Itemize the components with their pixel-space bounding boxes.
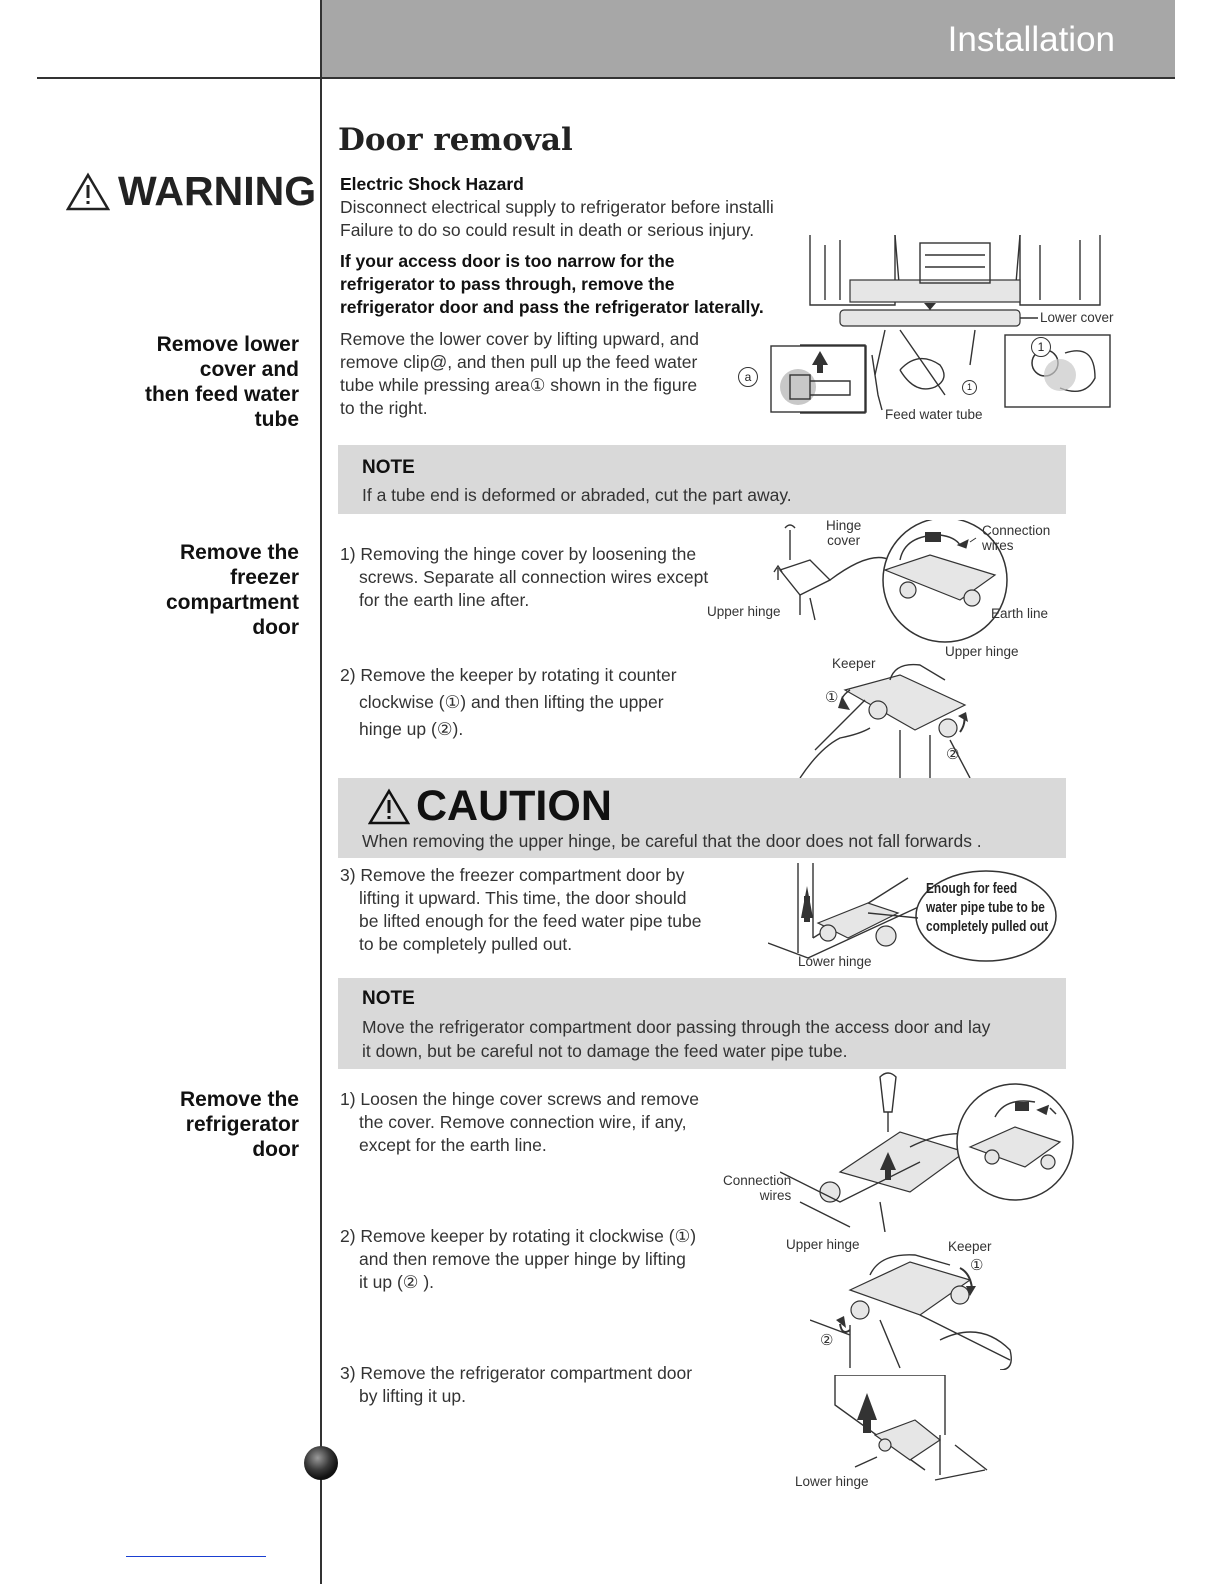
text-line: hinge up (②). [359, 719, 464, 739]
label-upper-hinge-2: Upper hinge [945, 644, 1019, 659]
text-line: the cover. Remove connection wire, if any, [359, 1112, 687, 1132]
text-line: screws. Separate all connection wires except [359, 567, 709, 587]
label-line: wires [759, 1188, 792, 1203]
label-area-1-small: 1 [962, 380, 977, 395]
text-line: 2) Remove keeper by rotating it clockwise (①) [340, 1226, 697, 1246]
label-earth-line: Earth line [991, 606, 1049, 621]
access-line-3: refrigerator door and pass the refrigerator laterally. [340, 297, 764, 317]
label-connection-wires [982, 523, 1050, 553]
hazard-title: Electric Shock Hazard [340, 174, 524, 194]
label-line: Hinge [826, 518, 862, 533]
side-heading-freezer-door [166, 540, 299, 640]
freezer-step-1 [340, 543, 708, 612]
label-num-2b: ② [820, 1332, 834, 1349]
label-keeper-2: Keeper [948, 1239, 992, 1254]
fridge-lower-hinge-illustration [815, 1375, 990, 1490]
text-line: for the earth line after. [359, 590, 530, 610]
text-line: to be completely pulled out. [359, 934, 573, 954]
label-line: cover [827, 533, 861, 548]
text-line: it down, but be careful not to damage the feed water pipe tube. [362, 1041, 848, 1061]
side-heading-line: Remove the [179, 1088, 299, 1111]
text-line: 3) Remove the refrigerator compartment door [340, 1363, 693, 1383]
fridge-step-2 [340, 1225, 696, 1294]
label-hinge-cover [826, 518, 861, 548]
label-upper-hinge-1: Upper hinge [707, 604, 781, 619]
side-heading-line: then feed water [144, 383, 299, 406]
freezer-step-2 [340, 662, 677, 743]
header-title: Installation [947, 20, 1115, 59]
caution-box [338, 778, 1066, 858]
text-line: tube while pressing area① shown in the figure [340, 375, 698, 395]
hazard-line-1: Disconnect electrical supply to refrigerator before installi [340, 197, 774, 217]
side-heading-line: cover and [199, 358, 299, 381]
fridge-step-3 [340, 1362, 692, 1408]
lower-cover-text [340, 328, 699, 420]
fridge-hinge-cover-illustration [780, 1072, 1075, 1232]
note-text [362, 1015, 990, 1063]
caution-triangle-icon [368, 788, 410, 826]
label-clip-a: a [738, 367, 758, 387]
caution-text: When removing the upper hinge, be careful that the door does not fall forwards . [362, 831, 982, 851]
text-line: 1) Loosen the hinge cover screws and remove [340, 1089, 699, 1109]
footer-link-underline[interactable] [126, 1556, 266, 1557]
note-title: NOTE [362, 457, 415, 478]
caution-title: CAUTION [416, 782, 612, 830]
side-heading-line: compartment [165, 591, 299, 614]
header-divider [37, 77, 1175, 79]
side-heading-lower-cover [145, 332, 299, 432]
label-line: Connection [982, 523, 1051, 538]
text-line: 2) Remove the keeper by rotating it counter [340, 665, 677, 685]
side-heading-line: refrigerator [185, 1113, 299, 1136]
text-line: be lifted enough for the feed water pipe tube [359, 911, 702, 931]
header-bar [322, 0, 1175, 78]
text-line: Remove the lower cover by lifting upward, and [340, 329, 699, 349]
enough-bubble-text [926, 880, 1048, 937]
text-line: Move the refrigerator compartment door passing through the access door and lay [362, 1017, 991, 1037]
text-line: to the right. [340, 398, 428, 418]
text-line: clockwise (①) and then lifting the upper [359, 692, 664, 712]
side-heading-line: tube [254, 408, 299, 431]
text-line: remove clip@, and then pull up the feed water [340, 352, 698, 372]
side-heading-line: door [252, 1138, 299, 1161]
text-line: lifting it upward. This time, the door should [359, 888, 687, 908]
bubble-line: completely pulled out [926, 919, 1049, 935]
label-upper-hinge-3: Upper hinge [786, 1237, 860, 1252]
label-num-2a: ② [946, 746, 960, 763]
hazard-line-2: Failure to do so could result in death or serious injury. [340, 220, 755, 240]
side-heading-line: Remove the [179, 541, 299, 564]
text-line: and then remove the upper hinge by lifting [359, 1249, 686, 1269]
note-text: If a tube end is deformed or abraded, cut the part away. [362, 485, 792, 505]
warning-triangle-icon [66, 172, 110, 212]
note-title: NOTE [362, 988, 415, 1009]
label-num-1a: ① [825, 689, 839, 706]
warning-block [340, 173, 774, 319]
text-line: 3) Remove the freezer compartment door by [340, 865, 685, 885]
section-title: Door removal [338, 122, 573, 158]
side-heading-line: Remove lower [156, 333, 299, 356]
bubble-line: water pipe tube to be [926, 900, 1045, 916]
text-line: except for the earth line. [359, 1135, 547, 1155]
label-feed-water-tube: Feed water tube [885, 407, 983, 422]
label-line: Connection [723, 1173, 792, 1188]
note-box-1 [338, 445, 1066, 514]
text-line: it up (② ). [359, 1272, 435, 1292]
label-lower-hinge-2: Lower hinge [795, 1474, 869, 1489]
access-line-2: refrigerator to pass through, remove the [340, 274, 675, 294]
label-lower-hinge-1: Lower hinge [798, 954, 872, 969]
freezer-step-3 [340, 864, 701, 956]
side-heading-line: freezer [230, 566, 299, 589]
clip-closeup-illustration [770, 345, 867, 413]
column-divider [320, 0, 322, 1584]
label-connection-wires-2 [723, 1173, 791, 1203]
label-keeper-1: Keeper [832, 656, 876, 671]
page-bullet-icon [302, 1444, 340, 1482]
fridge-keeper-illustration [810, 1250, 1025, 1370]
text-line: by lifting it up. [359, 1386, 466, 1406]
side-heading-fridge-door [180, 1087, 299, 1162]
warning-label [66, 168, 316, 215]
bubble-line: Enough for feed [926, 881, 1018, 897]
label-num-1b: ① [970, 1257, 984, 1274]
side-heading-line: door [252, 616, 299, 639]
keeper-illustration [790, 660, 990, 778]
caution-heading [368, 782, 612, 831]
label-area-1: 1 [1031, 337, 1051, 357]
note-box-2 [338, 978, 1066, 1069]
fridge-step-1 [340, 1088, 699, 1157]
text-line: 1) Removing the hinge cover by loosening the [340, 544, 697, 564]
warning-text: WARNING [118, 168, 317, 214]
label-line: wires [982, 538, 1014, 553]
label-lower-cover: Lower cover [1040, 310, 1114, 325]
access-line-1: If your access door is too narrow for the [340, 251, 675, 271]
